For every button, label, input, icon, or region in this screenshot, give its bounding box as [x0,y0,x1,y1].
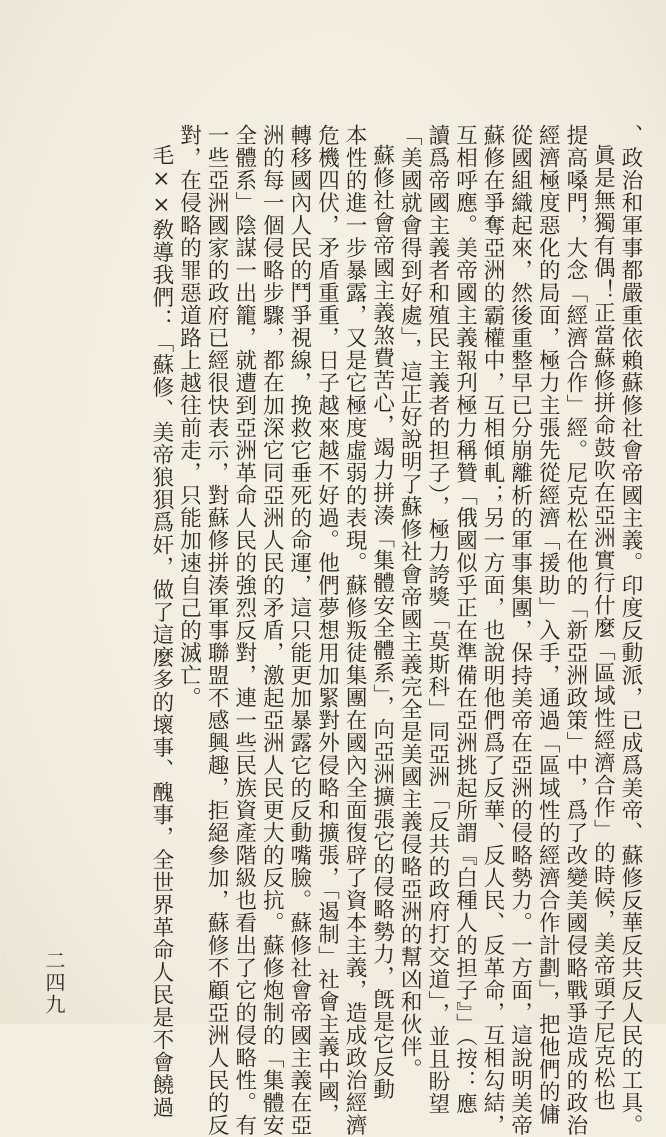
text-column-3: 提高嗓門，大念「經濟合作」經。尼克松在他的「新亞洲政策」中，爲了改變美國侵略戰爭造成的政治 [562,124,588,1137]
text-column-17: 對，在侵略的罪惡道路上越往前走，只能加速自己的滅亡。 [176,124,202,709]
text-column-8: 讀爲帝國主義者和殖民主義者的担子），極力誇獎「莫斯科」同亞洲「反共的政府打交道」，並且盼望 [424,124,450,1115]
text-column-10: 蘇修社會帝國主義煞費苦心，竭力拼湊「集體安全體系」，向亞洲擴張它的侵略勢力，旣是它反動 [369,144,395,1101]
text-column-7: 互相呼應。美帝國主義報刋極力稱贊「俄國似乎正在準備在亞洲挑起所謂『白種人的担子』」（按：應 [452,124,478,1115]
text-column-18: 毛××敎導我們：「蘇修、美帝狼狽爲奸，做了這麼多的壞事、醜事，全世界革命人民是不會饒過 [148,144,174,1119]
text-column-2: 眞是無獨有偶！正當蘇修拼命鼓吹在亞洲實行什麼「區域性經濟合作」的時候，美帝頭子尼克松也 [590,144,616,1112]
text-column-5: 從國組織起來，然後重整早已分崩離析的軍事集團，保持美帝在亞洲的侵略勢力。一方面，這說明美帝 [507,124,533,1137]
text-column-14: 洲的每一個侵略步驟，都在加深它同亞洲人民的矛盾，激起亞洲人民更大的反抗。蘇修炮制的「集體安 [259,124,285,1137]
text-column-12: 危機四伏，矛盾重重，日子越來越不好過。他們夢想用加緊對外侵略和擴張，「遏制」社會主義中國， [314,124,340,1126]
text-column-1: 、政治和軍事都嚴重依賴蘇修社會帝國主義。印度反動派，已成爲美帝、蘇修反華反共反人民的工具。 [618,124,643,1137]
text-column-6: 蘇修在爭奪亞洲的霸權中，互相傾軋；另一方面，也說明他們爲了反華、反人民、反革命，互相勾結， [480,124,506,1137]
text-column-13: 轉移國內人民的鬥爭視線，挽救它垂死的命運，這只能更加暴露它的反動嘴臉。蘇修社會帝國主義在亞 [286,124,312,1137]
text-column-9: 「美國就會得到好處」，這正好說明了蘇修社會帝國主義完全是美國主義侵略亞洲的幫凶和伙伴。 [397,124,423,1081]
text-column-16: 一些亞洲國家的政府已經很快表示，對蘇修拼湊軍事聯盟不感興趣，拒絕參加，蘇修不顧亞洲人民的反 [204,124,230,1137]
text-column-15: 全體系」陰謀一出籠，就遭到亞洲革命人民的強烈反對，連一些民族資產階級也看出了它的侵略性。有 [231,124,257,1137]
text-column-11: 本性的進一步暴露，又是它極度虛弱的表現。蘇修叛徒集團在國內全面復辟了資本主義，造成政治經濟 [342,124,368,1137]
text-column-4: 經濟極度惡化的局面，極力主張先從經濟「援助」入手，通過「區域性的經濟合作計劃」，把他們的傭 [535,124,561,1126]
page-number: 二四九 [42,950,66,1016]
vertical-text-block [147,124,644,1137]
